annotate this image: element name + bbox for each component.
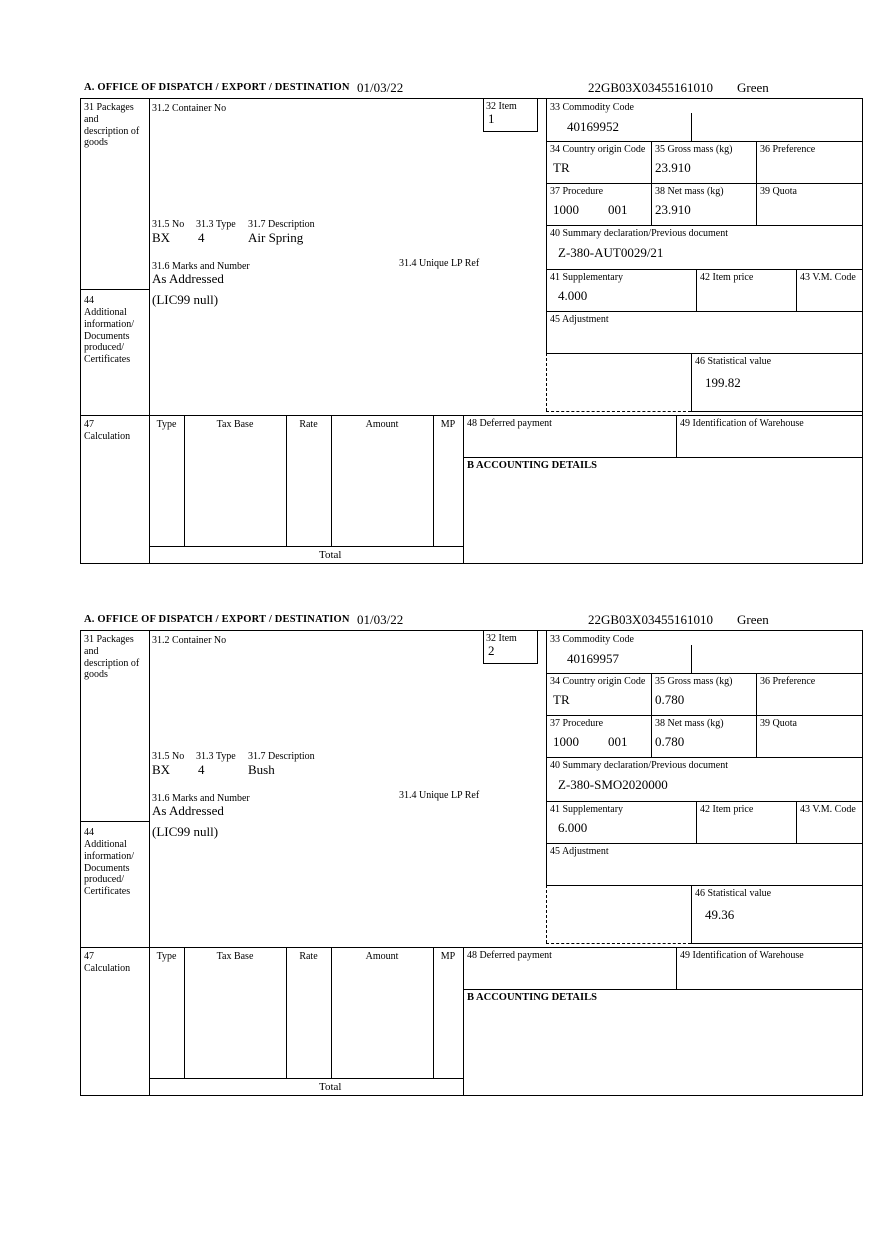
goods-description-label: 31.7 Description [248, 219, 315, 230]
net-mass-label: 38 Net mass (kg) [655, 186, 724, 197]
divider [696, 801, 697, 843]
calc-header-rate: Rate [299, 951, 318, 962]
statistical-value-label: 46 Statistical value [695, 888, 772, 899]
calc-header-mp: MP [440, 951, 456, 962]
divider-dashed [546, 411, 691, 412]
routing-status: Green [737, 612, 769, 627]
declaration-date: 01/03/22 [357, 80, 404, 95]
packages-type-value: 4 [198, 230, 205, 245]
divider [463, 989, 862, 990]
adjustment-label: 45 Adjustment [550, 314, 609, 325]
goods-description-value: Air Spring [248, 230, 304, 245]
divider [286, 415, 287, 546]
item-price-label: 42 Item price [700, 804, 754, 815]
divider [184, 947, 185, 1078]
divider [433, 947, 434, 1078]
divider [546, 311, 862, 312]
divider [651, 673, 652, 757]
statistical-value: 199.82 [705, 375, 741, 390]
mrn-number: 22GB03X03455161010 [588, 80, 713, 95]
calculation-label: 47 Calculation [84, 419, 131, 442]
divider [756, 673, 757, 757]
statistical-value: 49.36 [705, 907, 735, 922]
goods-description-label: 31.7 Description [248, 751, 315, 762]
procedure-value-1: 1000 [553, 202, 579, 217]
divider [796, 269, 797, 311]
vm-code-label: 43 V.M. Code [800, 804, 856, 815]
additional-info-label: Additional information/ Documents produced/ Certificates [84, 307, 134, 366]
commodity-code-label: 33 Commodity Code [550, 634, 634, 645]
divider [756, 141, 757, 225]
packages-description-label: 31 Packages and description of goods [84, 102, 140, 149]
office-of-dispatch-label: A. OFFICE OF DISPATCH / EXPORT / DESTINATION [84, 82, 350, 93]
accounting-details-label: B ACCOUNTING DETAILS [467, 992, 597, 1003]
divider [691, 885, 692, 943]
calc-header-rate: Rate [299, 419, 318, 430]
divider [184, 415, 185, 546]
divider [691, 943, 862, 944]
divider [676, 415, 677, 457]
marks-numbers-value: As Addressed [152, 271, 224, 286]
divider [463, 415, 464, 563]
container-no-label: 31.2 Container No [152, 103, 227, 114]
item-number-label: 32 Item [486, 633, 517, 644]
additional-info-label: Additional information/ Documents produced/ Certificates [84, 839, 134, 898]
calc-header-mp: MP [440, 419, 456, 430]
quota-label: 39 Quota [760, 186, 797, 197]
adjustment-label: 45 Adjustment [550, 846, 609, 857]
summary-declaration-label: 40 Summary declaration/Previous document [550, 760, 729, 771]
unique-lp-ref-label: 31.4 Unique LP Ref [399, 790, 480, 801]
preference-label: 36 Preference [760, 144, 816, 155]
divider [149, 631, 150, 1095]
divider [676, 947, 677, 989]
divider-dashed [546, 943, 691, 944]
country-origin-value: TR [553, 692, 570, 707]
divider [81, 289, 149, 290]
supplementary-label: 41 Supplementary [550, 804, 624, 815]
procedure-value-2: 001 [608, 734, 628, 749]
divider [546, 715, 862, 716]
commodity-code-separator [691, 645, 692, 673]
net-mass-label: 38 Net mass (kg) [655, 718, 724, 729]
supplementary-value: 6.000 [558, 820, 588, 835]
divider [546, 269, 862, 270]
country-origin-label: 34 Country origin Code [550, 144, 646, 155]
divider [149, 546, 463, 547]
packages-no-label: 31.5 No [152, 219, 185, 230]
item-price-label: 42 Item price [700, 272, 754, 283]
packages-no-label: 31.5 No [152, 751, 185, 762]
item-section-2 [80, 612, 863, 1096]
item-number-label: 32 Item [486, 101, 517, 112]
calc-header-amount: Amount [365, 951, 399, 962]
total-label: Total [319, 549, 342, 561]
quota-label: 39 Quota [760, 718, 797, 729]
calc-header-type: Type [156, 951, 177, 962]
net-mass-value: 0.780 [655, 734, 685, 749]
marks-numbers-label: 31.6 Marks and Number [152, 261, 250, 272]
divider [331, 415, 332, 546]
divider [81, 821, 149, 822]
commodity-code-separator [691, 113, 692, 141]
divider [149, 1078, 463, 1079]
procedure-value-2: 001 [608, 202, 628, 217]
deferred-payment-label: 48 Deferred payment [467, 418, 552, 429]
packages-type-value: 4 [198, 762, 205, 777]
divider [796, 801, 797, 843]
statistical-value-label: 46 Statistical value [695, 356, 772, 367]
divider-dashed [546, 353, 547, 411]
preference-label: 36 Preference [760, 676, 816, 687]
gross-mass-value: 0.780 [655, 692, 685, 707]
marks-numbers-label: 31.6 Marks and Number [152, 793, 250, 804]
item-section-1 [80, 80, 863, 564]
unique-lp-ref-label: 31.4 Unique LP Ref [399, 258, 480, 269]
previous-document-value: Z-380-SMO2020000 [558, 777, 668, 792]
warehouse-id-label: 49 Identification of Warehouse [680, 418, 804, 429]
net-mass-value: 23.910 [655, 202, 691, 217]
divider [546, 673, 862, 674]
deferred-payment-label: 48 Deferred payment [467, 950, 552, 961]
divider [696, 269, 697, 311]
commodity-code-value: 40169952 [567, 119, 619, 134]
procedure-label: 37 Procedure [550, 718, 604, 729]
packages-description-label: 31 Packages and description of goods [84, 634, 140, 681]
divider [546, 843, 862, 844]
divider [546, 353, 862, 354]
item-form-box [80, 630, 863, 1096]
item-number-value: 1 [488, 111, 495, 126]
calc-header-amount: Amount [365, 419, 399, 430]
procedure-label: 37 Procedure [550, 186, 604, 197]
container-no-label: 31.2 Container No [152, 635, 227, 646]
divider [286, 947, 287, 1078]
additional-info-value: (LIC99 null) [152, 292, 219, 307]
previous-document-value: Z-380-AUT0029/21 [558, 245, 664, 260]
mrn-number: 22GB03X03455161010 [588, 612, 713, 627]
divider [546, 141, 862, 142]
divider [433, 415, 434, 546]
packages-type-label: 31.3 Type [196, 219, 236, 230]
commodity-code-value: 40169957 [567, 651, 619, 666]
divider [691, 411, 862, 412]
office-of-dispatch-label: A. OFFICE OF DISPATCH / EXPORT / DESTINATION [84, 614, 350, 625]
country-origin-label: 34 Country origin Code [550, 676, 646, 687]
total-label: Total [319, 1081, 342, 1093]
divider [463, 947, 464, 1095]
calc-header-type: Type [156, 419, 177, 430]
additional-info-number: 44 [84, 295, 94, 306]
divider [546, 801, 862, 802]
divider [546, 631, 547, 885]
divider [691, 353, 692, 411]
gross-mass-label: 35 Gross mass (kg) [655, 676, 733, 687]
divider [546, 757, 862, 758]
goods-description-value: Bush [248, 762, 275, 777]
divider [546, 885, 862, 886]
item-number-value: 2 [488, 643, 495, 658]
additional-info-value: (LIC99 null) [152, 824, 219, 839]
divider [81, 947, 862, 948]
commodity-code-label: 33 Commodity Code [550, 102, 634, 113]
divider [546, 225, 862, 226]
supplementary-value: 4.000 [558, 288, 588, 303]
calc-header-tax-base: Tax Base [216, 951, 254, 962]
gross-mass-label: 35 Gross mass (kg) [655, 144, 733, 155]
divider [651, 141, 652, 225]
routing-status: Green [737, 80, 769, 95]
procedure-value-1: 1000 [553, 734, 579, 749]
divider [81, 415, 862, 416]
divider [149, 99, 150, 563]
divider [331, 947, 332, 1078]
packages-type-label: 31.3 Type [196, 751, 236, 762]
vm-code-label: 43 V.M. Code [800, 272, 856, 283]
packages-no-value: BX [152, 762, 171, 777]
packages-no-value: BX [152, 230, 171, 245]
supplementary-label: 41 Supplementary [550, 272, 624, 283]
calculation-label: 47 Calculation [84, 951, 131, 974]
divider [546, 183, 862, 184]
calc-header-tax-base: Tax Base [216, 419, 254, 430]
warehouse-id-label: 49 Identification of Warehouse [680, 950, 804, 961]
divider [546, 99, 547, 353]
divider-dashed [546, 885, 547, 943]
item-form-box [80, 98, 863, 564]
marks-numbers-value: As Addressed [152, 803, 224, 818]
additional-info-number: 44 [84, 827, 94, 838]
divider [463, 457, 862, 458]
declaration-date: 01/03/22 [357, 612, 404, 627]
accounting-details-label: B ACCOUNTING DETAILS [467, 460, 597, 471]
gross-mass-value: 23.910 [655, 160, 691, 175]
country-origin-value: TR [553, 160, 570, 175]
summary-declaration-label: 40 Summary declaration/Previous document [550, 228, 729, 239]
